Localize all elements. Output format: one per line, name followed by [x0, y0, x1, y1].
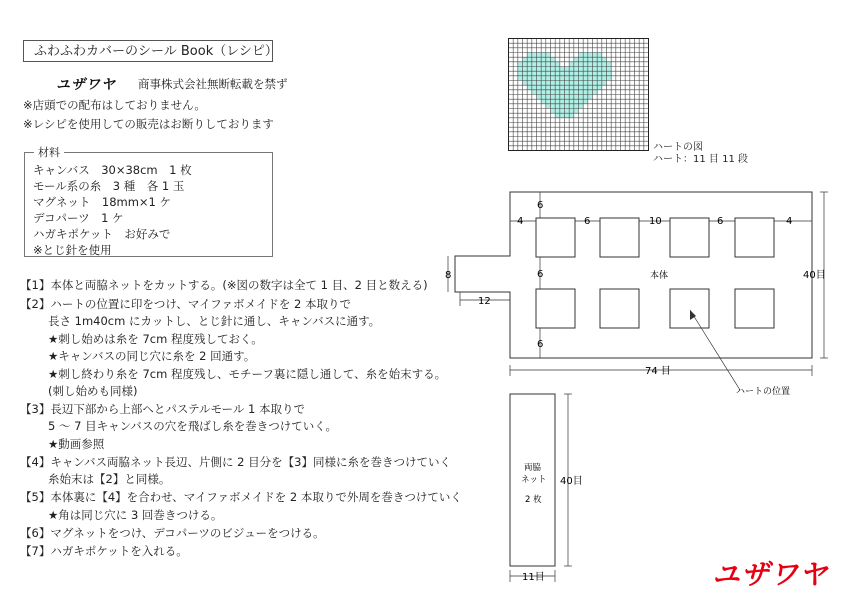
heart-cell [565, 76, 570, 81]
heart-cell [537, 95, 542, 100]
heart-cell [569, 95, 574, 100]
heart-cell [583, 57, 588, 62]
heart-cell [569, 67, 574, 72]
heart-cell [546, 62, 551, 67]
dim-gap: 6 [717, 216, 724, 227]
heart-cell [560, 85, 565, 90]
heart-cell [546, 95, 551, 100]
heart-cell [583, 95, 588, 100]
heart-cell [597, 53, 602, 58]
heart-cell [555, 113, 560, 118]
step-5-sub: ★角は同じ穴に 3 回巻きつける。 [48, 508, 223, 522]
heart-cell [523, 81, 528, 86]
heart-cell [607, 62, 612, 67]
heart-cell [555, 90, 560, 95]
heart-cell [579, 62, 584, 67]
heart-cell [602, 67, 607, 72]
dim-mid: 6 [537, 269, 544, 280]
heart-cell [579, 81, 584, 86]
heart-cell [597, 62, 602, 67]
heart-cell [574, 95, 579, 100]
step-2-sub: ★キャンバスの同じ穴に糸を 2 回通す。 [48, 349, 256, 363]
dim-left: 4 [517, 216, 524, 227]
step-4-sub: 糸始末は【2】と同様。 [48, 472, 171, 486]
step-2-sub: ★刺し終わり糸を 7cm 程度残し、モチーフ裏に隠し通して、糸を始末する。 [48, 367, 447, 381]
window [670, 218, 709, 257]
heart-cell [541, 85, 546, 90]
heart-cell [574, 62, 579, 67]
heart-cell [597, 76, 602, 81]
heart-cell [607, 67, 612, 72]
heart-cell [555, 85, 560, 90]
heart-cell [579, 67, 584, 72]
notice-line: ※レシピを使用しての販売はお断りしております [23, 117, 274, 131]
heart-cell [541, 76, 546, 81]
heart-cell [565, 90, 570, 95]
heart-cell [565, 71, 570, 76]
heart-cell [569, 62, 574, 67]
heart-cell [537, 62, 542, 67]
dim-bottom: 6 [537, 339, 544, 350]
heart-cell [537, 76, 542, 81]
heart-cell [574, 90, 579, 95]
heart-cell [541, 90, 546, 95]
heart-cell [551, 109, 556, 114]
heart-cell [569, 113, 574, 118]
heart-cell [560, 99, 565, 104]
heart-cell [537, 57, 542, 62]
side-net-label: 両脇 [524, 463, 542, 473]
heart-cell [546, 90, 551, 95]
material-item: キャンバス 30×38cm 1 枚 [33, 163, 192, 177]
heart-cell [555, 67, 560, 72]
heart-cell [565, 99, 570, 104]
heart-cell [597, 71, 602, 76]
dim-height: 40目 [803, 270, 826, 281]
heart-cell [546, 67, 551, 72]
heart-cell [551, 81, 556, 86]
heart-cell [551, 90, 556, 95]
dim-width: 74 目 [645, 366, 671, 377]
heart-cell [541, 81, 546, 86]
heart-cell [579, 76, 584, 81]
heart-cell [588, 90, 593, 95]
heart-cell [523, 76, 528, 81]
heart-cell [569, 99, 574, 104]
notice-line: ※店頭での配布はしておりません。 [23, 98, 206, 112]
heart-cell [597, 67, 602, 72]
heart-cell [583, 90, 588, 95]
heart-cell [541, 57, 546, 62]
heart-cell [518, 67, 523, 72]
heart-cell [523, 71, 528, 76]
heart-cell [569, 90, 574, 95]
heart-cell [541, 53, 546, 58]
heart-cell [523, 62, 528, 67]
step-2-sub: (刺し始めも同様) [48, 384, 138, 398]
heart-cell [560, 109, 565, 114]
brand-logo-small: ユザワヤ [56, 77, 116, 93]
heart-cell [518, 62, 523, 67]
heart-cell [569, 81, 574, 86]
heart-cell [588, 85, 593, 90]
heart-position-label: ハートの位置 [736, 387, 791, 397]
heart-cell [537, 90, 542, 95]
heart-cell [602, 76, 607, 81]
heart-cell [560, 113, 565, 118]
page-title: ふわふわカバーのシール Book（レシピ） [23, 40, 273, 62]
dim-tab-width: 12 [478, 296, 491, 307]
heart-cell [579, 104, 584, 109]
heart-cell [546, 99, 551, 104]
heart-cell [560, 81, 565, 86]
heart-cell [574, 71, 579, 76]
heart-caption: ハートの図 [653, 142, 703, 153]
heart-cell [593, 90, 598, 95]
window [600, 218, 639, 257]
heart-cell [593, 85, 598, 90]
heart-cell [597, 85, 602, 90]
heart-cell [574, 99, 579, 104]
heart-cell [532, 57, 537, 62]
side-net-width: 11目 [522, 572, 545, 583]
heart-cell [546, 57, 551, 62]
heart-cell [560, 90, 565, 95]
step-3-sub: ★動画参照 [48, 437, 105, 451]
heart-cell [527, 81, 532, 86]
heart-cell [565, 85, 570, 90]
heart-cell [588, 53, 593, 58]
heart-cell [565, 95, 570, 100]
dim-gap: 6 [584, 216, 591, 227]
heart-cell [565, 81, 570, 86]
heart-cell [541, 95, 546, 100]
heart-cell [579, 95, 584, 100]
heart-cell [569, 104, 574, 109]
heart-cell [574, 67, 579, 72]
heart-cell [537, 85, 542, 90]
step-3: 【3】長辺下部から上部へとパステルモール 1 本取りで [20, 402, 305, 416]
heart-cell [532, 90, 537, 95]
heart-cell [602, 71, 607, 76]
heart-cell [555, 104, 560, 109]
heart-cell [541, 71, 546, 76]
heart-cell [555, 76, 560, 81]
dim-right: 4 [786, 216, 793, 227]
heart-cell [527, 85, 532, 90]
body-label: 本体 [650, 271, 669, 281]
heart-cell [527, 71, 532, 76]
heart-cell [551, 104, 556, 109]
heart-cell [546, 76, 551, 81]
heart-cell [588, 57, 593, 62]
heart-cell [574, 57, 579, 62]
heart-chart [508, 38, 650, 152]
heart-cell [546, 81, 551, 86]
heart-cell [583, 71, 588, 76]
heart-cell [583, 76, 588, 81]
heart-cell [532, 71, 537, 76]
window [735, 218, 774, 257]
side-net-diagram [500, 388, 590, 588]
heart-cell [565, 104, 570, 109]
heart-cell [527, 76, 532, 81]
heart-cell [593, 67, 598, 72]
heart-cell [574, 109, 579, 114]
step-2: 【2】ハートの位置に印をつけ、マイファボメイドを 2 本取りで [20, 297, 351, 311]
heart-cell [583, 62, 588, 67]
heart-cell [565, 67, 570, 72]
window [536, 218, 575, 257]
heart-cell [523, 57, 528, 62]
heart-cell [583, 81, 588, 86]
heart-cell [551, 67, 556, 72]
heart-cell [593, 81, 598, 86]
heart-cell [546, 104, 551, 109]
heart-cell [593, 76, 598, 81]
heart-cell [551, 76, 556, 81]
heart-cell [551, 71, 556, 76]
heart-cell [527, 62, 532, 67]
material-item: デコパーツ 1 ケ [33, 211, 124, 225]
heart-cell [551, 57, 556, 62]
heart-cell [565, 113, 570, 118]
heart-cell [569, 71, 574, 76]
heart-cell [537, 53, 542, 58]
material-item: マグネット 18mm×1 ケ [33, 195, 172, 209]
material-item: ハガキポケット お好みで [33, 227, 171, 241]
heart-cell [602, 57, 607, 62]
heart-cell [555, 99, 560, 104]
heart-cell [607, 71, 612, 76]
heart-cell [560, 71, 565, 76]
heart-cell [579, 99, 584, 104]
heart-cell [555, 81, 560, 86]
heart-cell [597, 57, 602, 62]
step-1: 【1】本体と両脇ネットをカットする。(※図の数字は全て 1 目、2 目と数える) [20, 278, 428, 292]
window [735, 289, 774, 328]
heart-cell [560, 95, 565, 100]
heart-cell [551, 62, 556, 67]
heart-cell [532, 53, 537, 58]
heart-cell [537, 71, 542, 76]
heart-cell [523, 67, 528, 72]
heart-cell [583, 67, 588, 72]
heart-cell [583, 85, 588, 90]
heart-cell [588, 67, 593, 72]
material-item: ※とじ針を使用 [33, 243, 112, 257]
heart-cell [560, 76, 565, 81]
heart-cell [574, 85, 579, 90]
step-2-sub: 長さ 1m40cm にカットし、とじ針に通し、キャンバスに通す。 [48, 314, 381, 328]
heart-cell [588, 95, 593, 100]
step-3-sub: 5 ～ 7 目キャンバスの穴を飛ばし糸を巻きつけていく。 [48, 419, 338, 433]
heart-cell [541, 99, 546, 104]
brand-logo: ユザワヤ [712, 558, 829, 591]
heart-caption-size: ハート：11 目 11 段 [653, 154, 748, 165]
heart-cell [574, 81, 579, 86]
heart-cell [602, 62, 607, 67]
heart-cell [588, 81, 593, 86]
heart-cell [607, 76, 612, 81]
heart-cell [560, 104, 565, 109]
side-net-count: 2 枚 [525, 495, 542, 505]
heart-cell [532, 62, 537, 67]
heart-cell [551, 85, 556, 90]
heart-cell [532, 85, 537, 90]
heart-cell [546, 53, 551, 58]
heart-cell [574, 76, 579, 81]
window [536, 289, 575, 328]
material-item: モール系の糸 3 種 各 1 玉 [33, 179, 185, 193]
heart-cell [537, 67, 542, 72]
heart-cell [532, 67, 537, 72]
step-5: 【5】本体裏に【4】を合わせ、マイファボメイドを 2 本取りで外周を巻きつけていく [20, 490, 462, 504]
heart-cell [574, 104, 579, 109]
heart-cell [527, 57, 532, 62]
heart-cell [532, 76, 537, 81]
heart-cell [527, 53, 532, 58]
heart-cell [541, 62, 546, 67]
body-diagram [440, 180, 840, 410]
heart-cell [555, 62, 560, 67]
heart-cell [588, 71, 593, 76]
heart-cell [569, 85, 574, 90]
step-7: 【7】ハガキポケットを入れる。 [20, 544, 188, 558]
heart-cell [541, 67, 546, 72]
heart-cell [527, 67, 532, 72]
side-net-label: ネット [521, 475, 547, 485]
dim-gap: 10 [649, 216, 662, 227]
heart-cell [569, 76, 574, 81]
heart-cell [537, 81, 542, 86]
window [600, 289, 639, 328]
heart-cell [551, 95, 556, 100]
heart-cell [560, 67, 565, 72]
heart-cell [551, 99, 556, 104]
heart-cell [588, 62, 593, 67]
side-net-height: 40目 [560, 476, 583, 487]
heart-cell [579, 57, 584, 62]
materials-legend: 材料 [34, 144, 64, 160]
heart-cell [532, 81, 537, 86]
heart-cell [602, 81, 607, 86]
heart-cell [518, 76, 523, 81]
heart-cell [588, 76, 593, 81]
step-4: 【4】キャンバス両脇ネット長辺、片側に 2 目分を【3】同様に糸を巻きつけていく [20, 455, 451, 469]
heart-cell [593, 62, 598, 67]
step-2-sub: ★刺し始めは糸を 7cm 程度残しておく。 [48, 332, 263, 346]
heart-cell [579, 85, 584, 90]
heart-cell [555, 71, 560, 76]
dim-tab-height: 8 [445, 270, 452, 281]
heart-cell [569, 109, 574, 114]
company-notice: 商事株式会社無断転載を禁ず [138, 77, 288, 91]
heart-cell [593, 57, 598, 62]
heart-cell [565, 109, 570, 114]
heart-cell [546, 85, 551, 90]
heart-cell [579, 90, 584, 95]
heart-cell [579, 53, 584, 58]
heart-cell [597, 81, 602, 86]
heart-cell [579, 71, 584, 76]
heart-cell [555, 95, 560, 100]
heart-cell [555, 109, 560, 114]
heart-cell [593, 53, 598, 58]
step-6: 【6】マグネットをつけ、デコパーツのビジューをつける。 [20, 526, 325, 540]
body-outline [455, 192, 812, 358]
heart-cell [583, 53, 588, 58]
window [670, 289, 709, 328]
dim-top: 6 [537, 200, 544, 211]
heart-cell [518, 71, 523, 76]
heart-cell [546, 71, 551, 76]
heart-cell [593, 71, 598, 76]
heart-cell [583, 99, 588, 104]
